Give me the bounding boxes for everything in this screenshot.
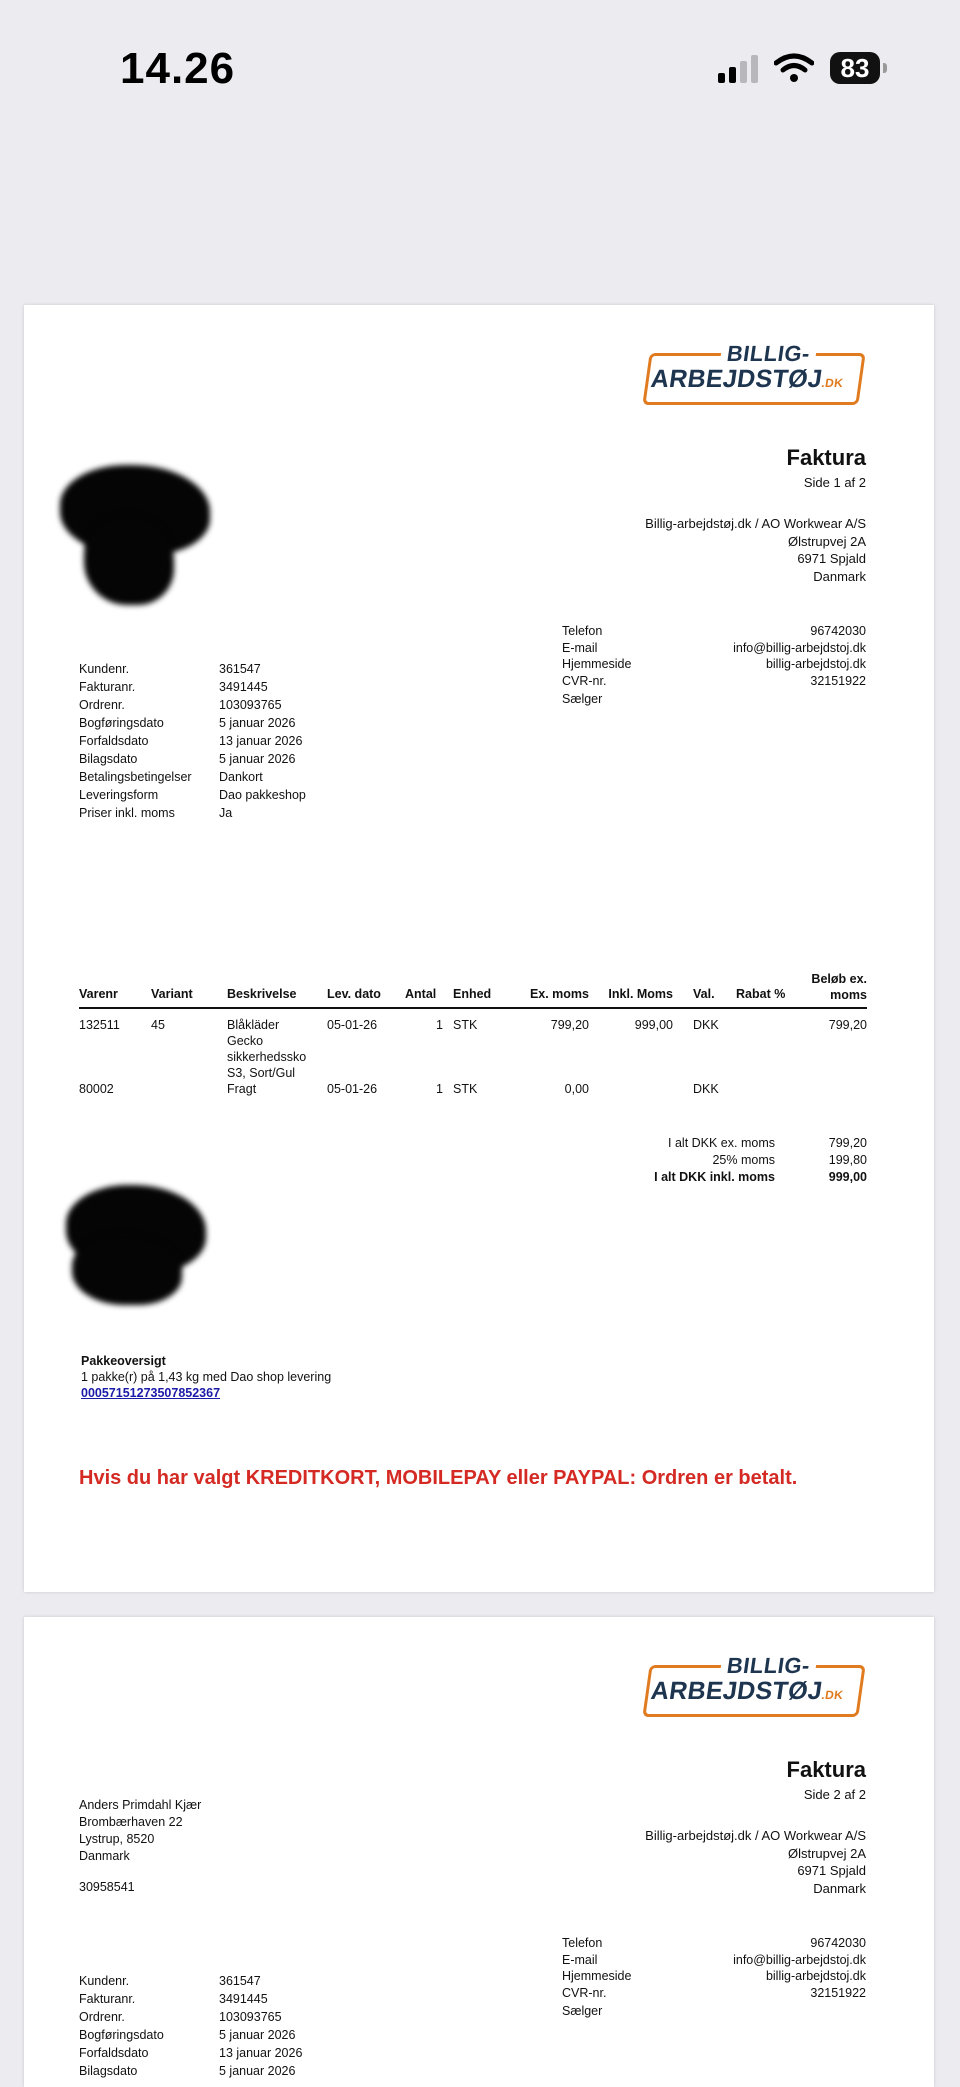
contact-row: E-mail info@billig-arbejdstoj.dk (562, 1952, 866, 1967)
cell-enhed: STK (453, 1018, 478, 1032)
info-row: Bilagsdato 5 januar 2026 (79, 752, 296, 766)
seller-line: Danmark (813, 568, 866, 584)
contact-row: Hjemmeside billig-arbejdstoj.dk (562, 1969, 866, 1983)
logo-text-brand: ARBEJDSTØJ (649, 365, 825, 393)
info-row: Betalingsbetingelser Dankort (79, 770, 263, 784)
logo-text-top: BILLIG- (719, 1653, 818, 1679)
seller-address (645, 1827, 866, 1897)
address-line (79, 1865, 201, 1879)
invoice-title: Faktura (786, 445, 866, 470)
info-row: Bogføringsdato 5 januar 2026 (79, 2028, 296, 2042)
info-row: Ordrenr. 103093765 (79, 2010, 282, 2024)
cell-ex-moms: 0,00 (564, 1082, 589, 1096)
package-text: 1 pakke(r) på 1,43 kg med Dao shop levering (81, 1370, 332, 1384)
col-ex-moms: Ex. moms (529, 987, 589, 1001)
seller-line: 6971 Spjald (797, 1863, 866, 1878)
col-enhed: Enhed (453, 987, 492, 1001)
cell-inkl-moms: 999,00 (634, 1018, 673, 1032)
cell-val: DKK (693, 1018, 719, 1032)
info-row: Kundenr. 361547 (79, 662, 261, 676)
address-line: Danmark (79, 1849, 130, 1863)
cell-varenr: 132511 (79, 1018, 120, 1032)
table-row (79, 1017, 867, 1081)
table-row (79, 1081, 867, 1099)
col-varenr: Varenr (79, 987, 118, 1001)
col-beskrivelse: Beskrivelse (227, 987, 297, 1001)
invoice-info (79, 660, 306, 822)
col-variant: Variant (151, 987, 193, 1001)
customer-address (79, 1797, 201, 1896)
cell-ex-moms: 799,20 (550, 1018, 589, 1032)
table-header (79, 965, 867, 1009)
total-row: 25% moms 199,80 (712, 1153, 867, 1167)
cell-antal: 1 (436, 1018, 443, 1032)
seller-line: Billig-arbejdstøj.dk / AO Workwear A/S (645, 1828, 866, 1843)
contact-row: Hjemmeside billig-arbejdstoj.dk (562, 657, 866, 671)
info-row: Priser inkl. moms Ja (79, 806, 233, 820)
contact-row: CVR-nr. 32151922 (562, 1985, 866, 2000)
info-row: Leveringsform Dao pakkeshop (79, 788, 306, 802)
address-line: 30958541 (79, 1880, 135, 1894)
cell-beskrivelse: Blåkläder Gecko sikkerhedssko S3, Sort/Gul (227, 1018, 307, 1080)
redacted-block (72, 1235, 182, 1305)
info-row: Forfaldsdato 13 januar 2026 (79, 734, 303, 748)
seller-line: Ølstrupvej 2A (787, 533, 866, 549)
contact-row: Telefon 96742030 (562, 1936, 866, 1950)
totals-block (564, 1135, 867, 1186)
package-title: Pakkeoversigt (81, 1354, 166, 1368)
contact-block (562, 623, 866, 706)
info-row: Fakturanr. 3491445 (79, 1992, 268, 2006)
info-row: Ordrenr. 103093765 (79, 698, 282, 712)
col-rabat: Rabat % (736, 987, 786, 1001)
address-line: Anders Primdahl Kjær (79, 1798, 202, 1812)
logo-text-main (649, 365, 846, 394)
contact-block (562, 1935, 866, 2018)
seller-line: 6971 Spjald (797, 551, 866, 566)
info-row: Fakturanr. 3491445 (79, 680, 268, 694)
logo-text-main (649, 1677, 846, 1706)
redacted-address (84, 515, 174, 605)
grand-total-row: I alt DKK inkl. moms 999,00 (654, 1170, 867, 1184)
col-beloeb: Beløb ex. moms (811, 972, 867, 1002)
seller-person-label: Sælger (562, 692, 603, 706)
address-line: Brombærhaven 22 (79, 1815, 183, 1829)
contact-row: CVR-nr. 32151922 (562, 673, 866, 688)
total-row: I alt DKK ex. moms 799,20 (668, 1136, 867, 1150)
info-row: Bogføringsdato 5 januar 2026 (79, 716, 296, 730)
contact-row: E-mail info@billig-arbejdstoj.dk (562, 640, 866, 655)
col-val: Val. (693, 987, 715, 1001)
package-overview (81, 1353, 331, 1401)
tracking-link[interactable]: 00057151273507852367 (81, 1386, 221, 1400)
status-icons (718, 52, 880, 84)
wifi-icon (774, 53, 814, 83)
logo-text-top: BILLIG- (719, 341, 818, 367)
seller-line: Ølstrupvej 2A (787, 1845, 866, 1861)
address-line: Lystrup, 8520 (79, 1832, 155, 1846)
cell-beloeb: 799,20 (828, 1018, 867, 1032)
cellular-signal-icon (718, 53, 758, 83)
page-indicator: Side 2 af 2 (803, 1787, 866, 1802)
cell-val: DKK (693, 1082, 719, 1096)
cell-lev-dato: 05-01-26 (327, 1082, 378, 1096)
cell-beskrivelse: Fragt (227, 1082, 257, 1096)
invoice-page-2 (24, 1617, 934, 2087)
info-row: Bilagsdato 5 januar 2026 (79, 2064, 296, 2078)
payment-notice: Hvis du har valgt KREDITKORT, MOBILEPAY eller PAYPAL: Ordren er betalt. (79, 1467, 798, 1489)
invoice-info (79, 1972, 302, 2080)
cell-enhed: STK (453, 1082, 478, 1096)
seller-person-label: Sælger (562, 2004, 603, 2018)
cell-antal: 1 (436, 1082, 443, 1096)
seller-line: Billig-arbejdstøj.dk / AO Workwear A/S (645, 516, 866, 531)
seller-address (645, 515, 866, 585)
col-antal: Antal (405, 987, 437, 1001)
battery-icon: 83 (830, 52, 880, 84)
seller-line: Danmark (813, 1880, 866, 1896)
col-inkl-moms: Inkl. Moms (608, 987, 673, 1001)
status-time: 14.26 (120, 44, 236, 93)
line-items-table (79, 965, 867, 1099)
invoice-page-1 (24, 305, 934, 1592)
info-row: Forfaldsdato 13 januar 2026 (79, 2046, 303, 2060)
logo-text-suffix: .DK (820, 1688, 845, 1702)
cell-variant: 45 (151, 1018, 165, 1032)
page-indicator: Side 1 af 2 (803, 475, 866, 490)
cell-lev-dato: 05-01-26 (327, 1018, 378, 1032)
info-row: Kundenr. 361547 (79, 1974, 261, 1988)
cell-varenr: 80002 (79, 1082, 114, 1096)
logo-text-brand: ARBEJDSTØJ (649, 1677, 825, 1705)
contact-row: Telefon 96742030 (562, 624, 866, 638)
logo-text-suffix: .DK (820, 376, 845, 390)
invoice-title: Faktura (786, 1757, 866, 1782)
col-lev-dato: Lev. dato (327, 987, 381, 1001)
